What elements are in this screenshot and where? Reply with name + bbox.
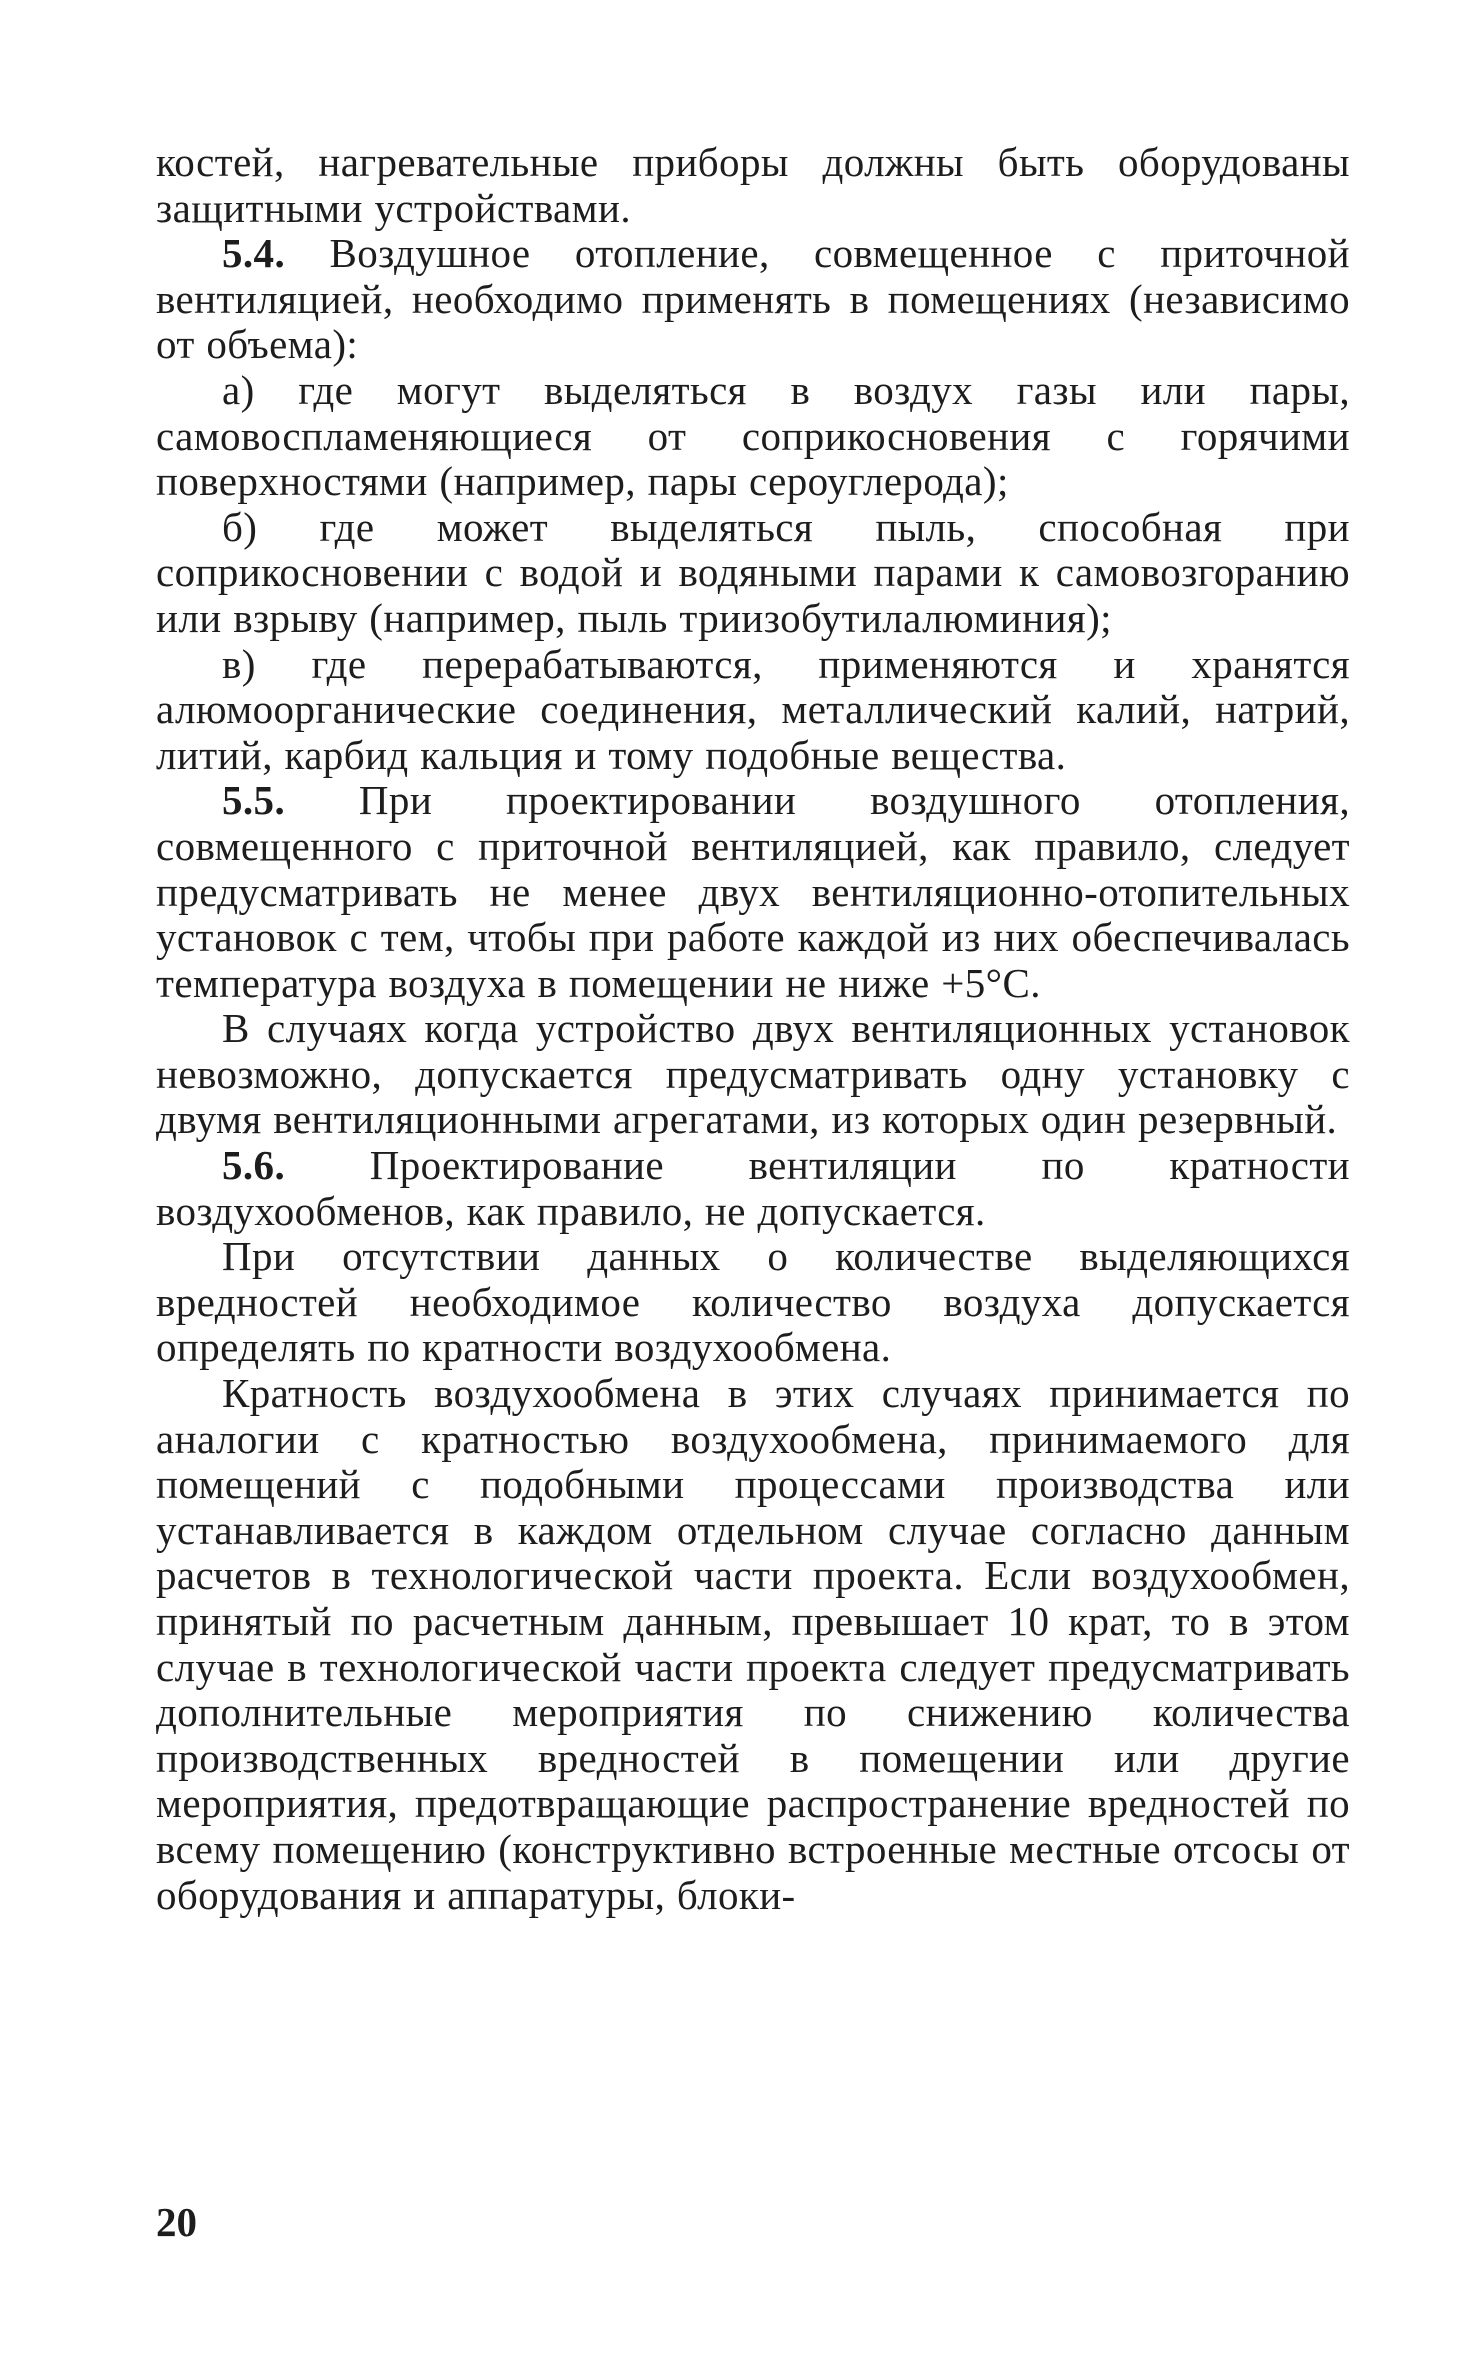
paragraph-item-v <box>156 642 1350 779</box>
paragraph-5-6-ratio <box>156 1371 1350 1918</box>
page-body <box>156 140 1350 1918</box>
paragraph-text: костей, нагревательные приборы должны быть оборудованы защитными устройствами. <box>156 139 1350 231</box>
paragraph-text: В случаях когда устройство двух вентиляционных установок невозможно, допускается предусматривать одну установку с двумя вентиляционными агрегатами, из которых один резервный. <box>156 1005 1350 1143</box>
paragraph-number: 5.4. <box>222 230 286 277</box>
paragraph-text: Воздушное отопление, совмещенное с приточной вентиляцией, необходимо применять в помещениях (независимо от объема): <box>156 230 1350 368</box>
paragraph-text: в) где перерабатываются, применяются и хранятся алюмоорганические соединения, металлический калий, натрий, литий, карбид кальция и тому подобные вещества. <box>156 640 1350 778</box>
paragraph-item-b <box>156 505 1350 642</box>
paragraph-text: При проектировании воздушного отопления, совмещенного с приточной вентиляцией, как правило, следует предусматривать не менее двух вентиляционно-отопительных установок с тем, чтобы при работе каждой из них обеспечивалась температура воздуха в помещении не ниже +5°C. <box>156 777 1350 1006</box>
paragraph-item-a <box>156 368 1350 505</box>
paragraph-continuation <box>156 140 1350 231</box>
paragraph-text: Проектирование вентиляции по кратности воздухообменов, как правило, не допускается. <box>156 1142 1350 1234</box>
paragraph-5-5-note <box>156 1006 1350 1143</box>
page-number: 20 <box>156 2199 197 2245</box>
paragraph-text: При отсутствии данных о количестве выделяющихся вредностей необходимое количество воздуха допускается определять по кратности воздухообмена. <box>156 1233 1350 1371</box>
paragraph-5-5 <box>156 778 1350 1006</box>
paragraph-text: а) где могут выделяться в воздух газы или пары, самовоспламеняющиеся от соприкосновения с горячими поверхностями (например, пары сероуглерода); <box>156 366 1350 505</box>
paragraph-number: 5.6. <box>222 1142 286 1189</box>
paragraph-5-6 <box>156 1143 1350 1234</box>
paragraph-5-6-note <box>156 1234 1350 1371</box>
paragraph-text: б) где может выделяться пыль, способная при соприкосновении с водой и водяными парами к самовозгоранию или взрыву (например, пыль триизобутилалюминия); <box>156 503 1350 641</box>
paragraph-text: Кратность воздухообмена в этих случаях принимается по аналогии с кратностью воздухообмена, принимаемого для помещений с подобными процессами производства или устанавливается в каждом отдельном случае согласно данным расчетов в технологической части проекта. Если воздухообмен, принятый по расчетным данным, превышает 10 крат, то в этом случае в технологической части проекта следует предусматривать дополнительные мероприятия по снижению количества производственных вредностей в помещении или другие мероприятия, предотвращающие распространение вредностей по всему помещению (конструктивно встроенные местные отсосы от оборудования и аппаратуры, блоки- <box>156 1370 1350 1918</box>
paragraph-number: 5.5. <box>222 777 286 824</box>
paragraph-5-4 <box>156 231 1350 368</box>
